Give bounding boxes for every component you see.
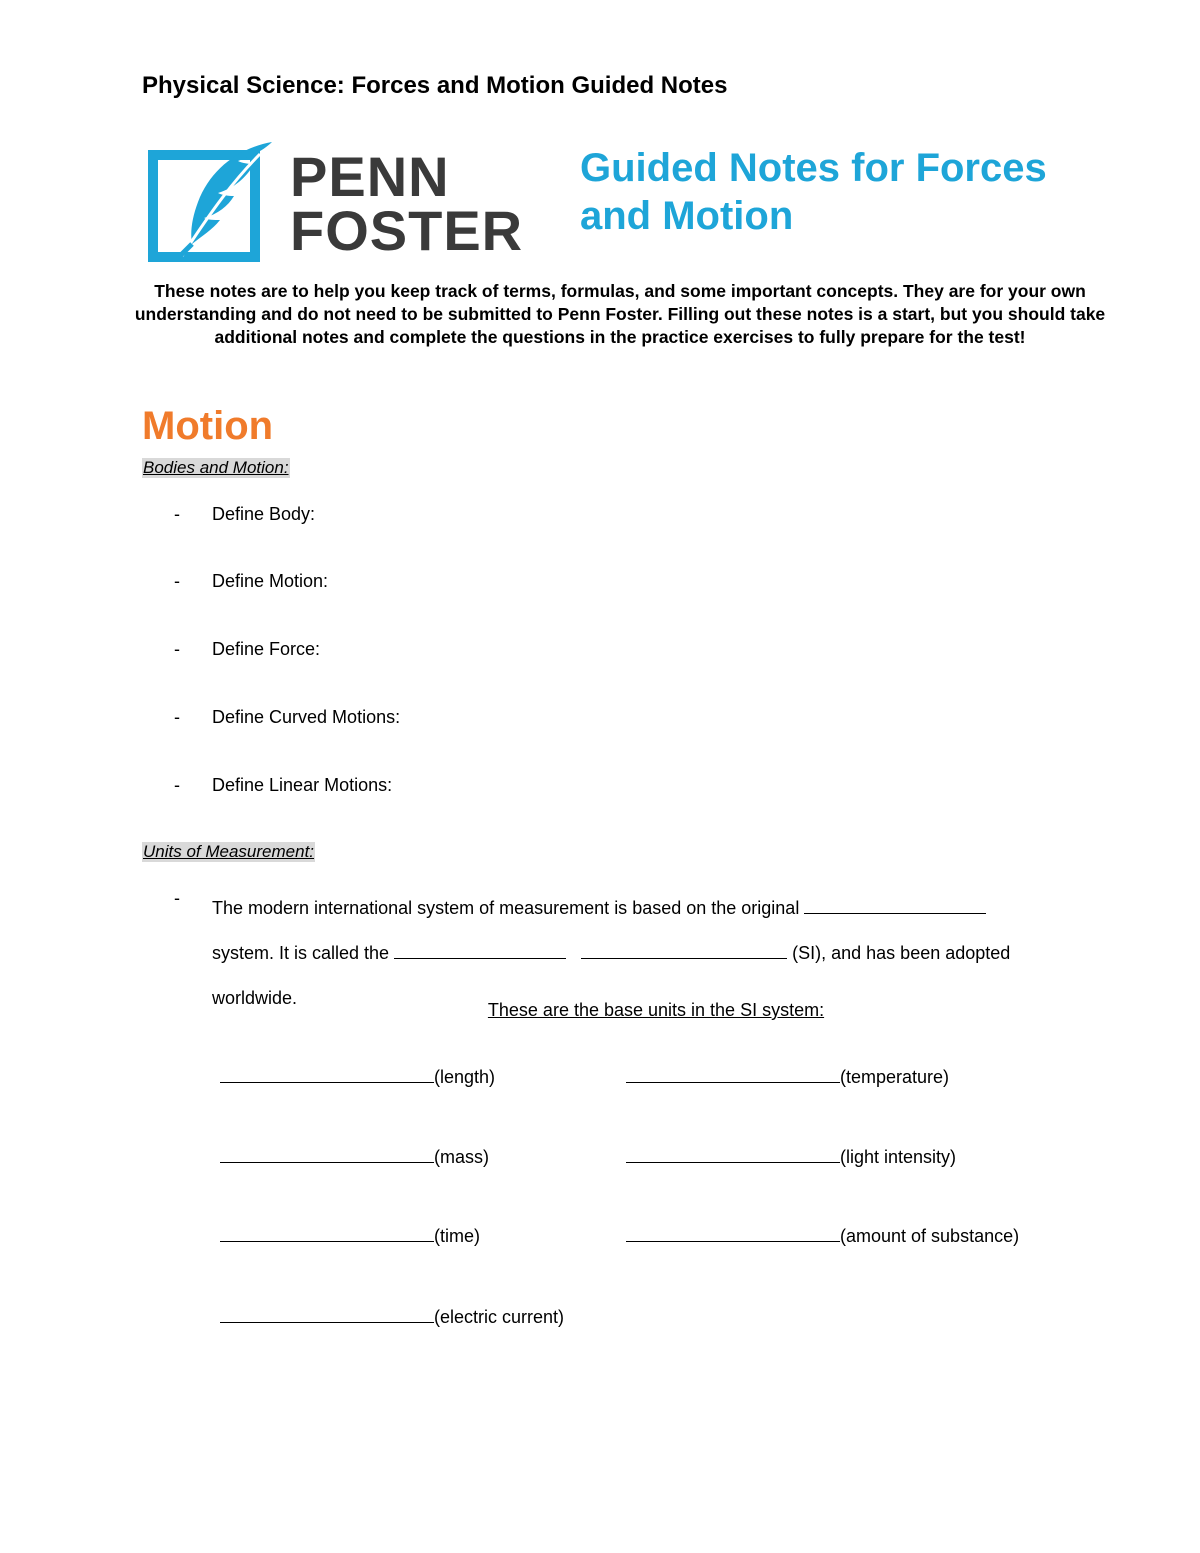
unit-label-mass: (mass) (434, 1147, 489, 1167)
unit-label-light-intensity: (light intensity) (840, 1147, 957, 1167)
unit-row-light-intensity (626, 1142, 956, 1168)
define-curved-motions: Define Curved Motions: (212, 707, 401, 727)
motion-heading: Motion (142, 404, 274, 448)
bullet-dash: - (174, 888, 180, 908)
unit-label-amount-of-substance: (amount of substance) (840, 1226, 1020, 1246)
si-sentence-part3: (SI), and has been adopted worldwide. (212, 943, 1011, 1008)
unit-row-time (220, 1221, 480, 1247)
bullet-dash: - (174, 504, 180, 524)
logo-wordmark (290, 145, 524, 262)
unit-row-length (220, 1062, 495, 1088)
hero-title: Guided Notes for Forces and Motion (580, 146, 1047, 238)
unit-label-electric-current: (electric current) (434, 1307, 565, 1327)
units-subheading: Units of Measurement: (143, 842, 315, 861)
bodies-motion-subheading: Bodies and Motion: (143, 458, 289, 477)
define-linear-motions: Define Linear Motions: (212, 775, 393, 795)
unit-label-time: (time) (434, 1226, 480, 1246)
define-body: Define Body: (212, 504, 316, 524)
unit-row-mass (220, 1142, 489, 1168)
blank-temperature[interactable] (626, 1062, 840, 1083)
blank-time[interactable] (220, 1221, 434, 1242)
bullet-dash: - (174, 707, 180, 727)
intro-paragraph: These notes are to help you keep track of terms, formulas, and some important concepts. They are for your own understanding and do not need to be submitted to Penn Foster. Filling out these notes is a start, but you should take additional notes and complete the questions in the practice exercises to fully prepare for the test! (134, 281, 1106, 347)
unit-row-amount-of-substance (626, 1221, 1019, 1247)
blank-length[interactable] (220, 1062, 434, 1083)
document-title: Physical Science: Forces and Motion Guided Notes (142, 72, 728, 99)
logo-line-penn: PENN (290, 145, 450, 208)
unit-row-temperature (626, 1062, 949, 1088)
logo-line-foster: FOSTER (290, 199, 524, 262)
penn-foster-logo (148, 140, 568, 272)
unit-label-temperature: (temperature) (840, 1067, 950, 1087)
bullet-dash: - (174, 571, 180, 591)
blank-electric-current[interactable] (220, 1302, 434, 1323)
si-sentence-part2: system. It is called the (212, 943, 390, 963)
blank-si-word1[interactable] (394, 938, 566, 959)
si-sentence-part1: The modern international system of measurement is based on the original (212, 898, 800, 918)
unit-label-length: (length) (434, 1067, 496, 1087)
bullet-dash: - (174, 775, 180, 795)
blank-mass[interactable] (220, 1142, 434, 1163)
define-force: Define Force: (212, 639, 321, 659)
blank-amount-of-substance[interactable] (626, 1221, 840, 1242)
si-base-units-caption: These are the base units in the SI system: (487, 1000, 825, 1020)
define-motion: Define Motion: (212, 571, 329, 591)
blank-light-intensity[interactable] (626, 1142, 840, 1163)
unit-row-electric-current (220, 1302, 564, 1328)
bullet-dash: - (174, 639, 180, 659)
blank-original-system[interactable] (804, 893, 986, 914)
feather-icon (168, 140, 278, 260)
blank-si-word2[interactable] (581, 938, 787, 959)
